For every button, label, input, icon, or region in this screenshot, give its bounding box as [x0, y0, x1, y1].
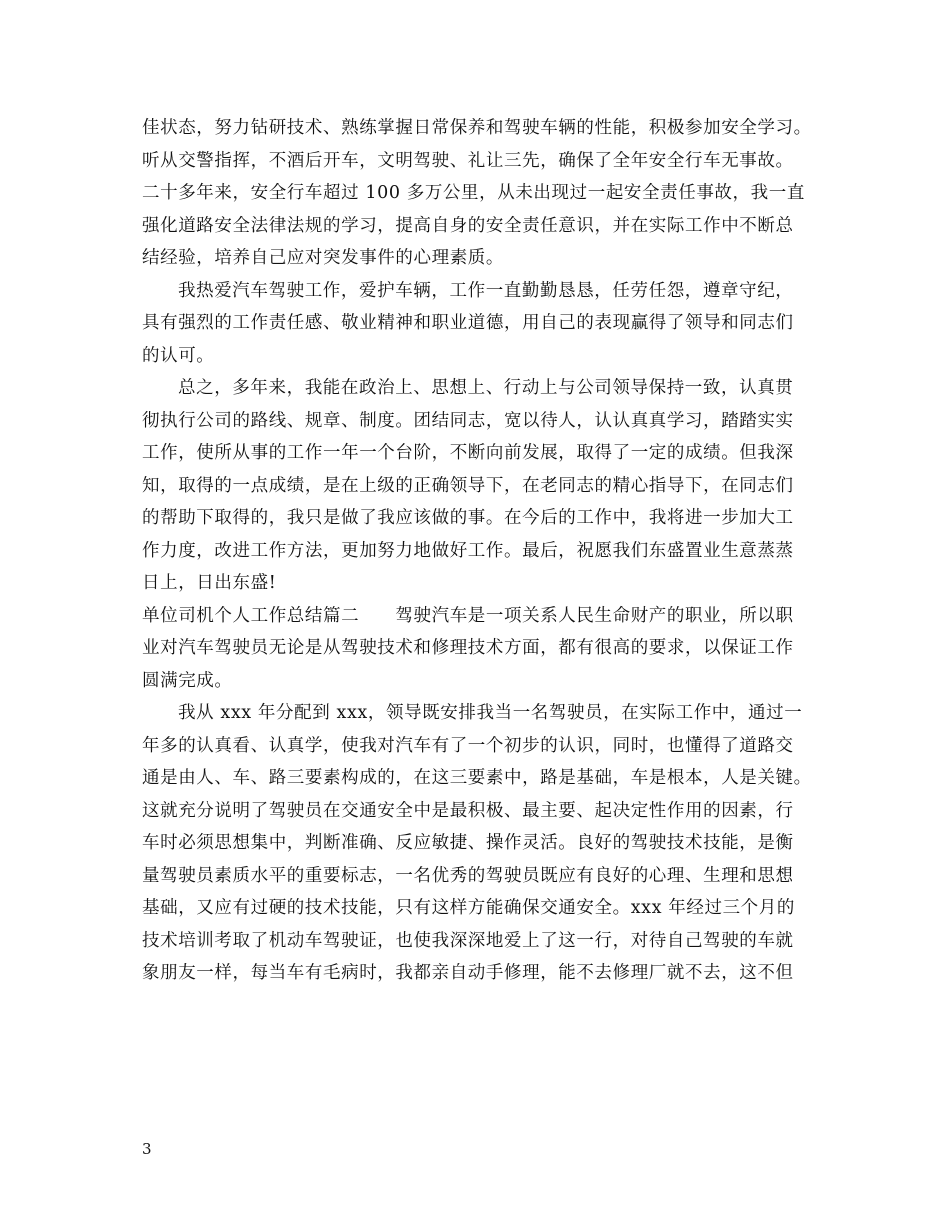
text-line: 具有强烈的工作责任感、敬业精神和职业道德，用自己的表现赢得了领导和同志们: [142, 313, 794, 333]
text-line: 的认可。: [142, 345, 215, 366]
text-line: 量驾驶员素质水平的重要标志，一名优秀的驾驶员既应有良好的心理、生理和思想: [142, 865, 794, 886]
page-number: 3: [142, 1140, 152, 1158]
text-line: 作力度，改进工作方法，更加努力地做好工作。最后，祝愿我们东盛置业生意蒸蒸: [142, 540, 794, 561]
text-line: 日上，日出东盛!: [142, 573, 277, 593]
document-body: [142, 112, 814, 990]
text-line: 的帮助下取得的，我只是做了我应该做的事。在今后的工作中，我将进一步加大工: [142, 508, 794, 528]
text-line: 知，取得的一点成绩，是在上级的正确领导下，在老同志的精心指导下，在同志们: [142, 475, 794, 496]
text-line: 强化道路安全法律法规的学习，提高自身的安全责任意识，并在实际工作中不断总: [142, 215, 794, 236]
paragraph-first-line: 总之，多年来，我能在政治上、思想上、行动上与公司领导保持一致，认真贯: [178, 378, 794, 398]
text-line: 基础，又应有过硬的技术技能，只有这样方能确保交通安全。xxx 年经过三个月的: [142, 898, 795, 918]
text-line: 结经验，培养自己应对突发事件的心理素质。: [142, 248, 504, 268]
paragraph-first-line: 我从 xxx 年分配到 xxx，领导既安排我当一名驾驶员，在实际工作中，通过一: [178, 703, 803, 723]
text-line: 听从交警指挥，不酒后开车，文明驾驶、礼让三先，确保了全年安全行车无事故。: [142, 150, 794, 171]
text-line: 车时必须思想集中，判断准确、反应敏捷、操作灵活。良好的驾驶技术技能，是衡: [142, 833, 794, 853]
text-line: 象朋友一样，每当车有毛病时，我都亲自动手修理，能不去修理厂就不去，这不但: [142, 963, 794, 983]
section-heading-line: 单位司机个人工作总结篇二 驾驶汽车是一项关系人民生命财产的职业，所以职: [142, 605, 794, 626]
text-line: 工作，使所从事的工作一年一个台阶，不断向前发展，取得了一定的成绩。但我深: [142, 443, 794, 463]
text-line: 佳状态，努力钻研技术、熟练掌握日常保养和驾驶车辆的性能，积极参加安全学习。: [142, 118, 812, 138]
paragraph-first-line: 我热爱汽车驾驶工作，爱护车辆，工作一直勤勤恳恳，任劳任怨，遵章守纪，: [178, 280, 794, 301]
text-line: 技术培训考取了机动车驾驶证，也使我深深地爱上了这一行，对待自己驾驶的车就: [142, 930, 794, 951]
text-line: 圆满完成。: [142, 670, 233, 691]
text-line: 彻执行公司的路线、规章、制度。团结同志，宽以待人，认认真真学习，踏踏实实: [142, 410, 794, 431]
text-line: 业对汽车驾驶员无论是从驾驶技术和修理技术方面，都有很高的要求，以保证工作: [142, 638, 794, 658]
text-line: 年多的认真看、认真学，使我对汽车有了一个初步的认识，同时，也懂得了道路交: [142, 735, 794, 756]
text-line: 这就充分说明了驾驶员在交通安全中是最积极、最主要、起决定性作用的因素，行: [142, 800, 794, 821]
text-line: 二十多年来，安全行车超过 100 多万公里，从未出现过一起安全责任事故，我一直: [142, 183, 805, 203]
text-line: 通是由人、车、路三要素构成的，在这三要素中，路是基础，车是根本，人是关键。: [142, 768, 812, 788]
